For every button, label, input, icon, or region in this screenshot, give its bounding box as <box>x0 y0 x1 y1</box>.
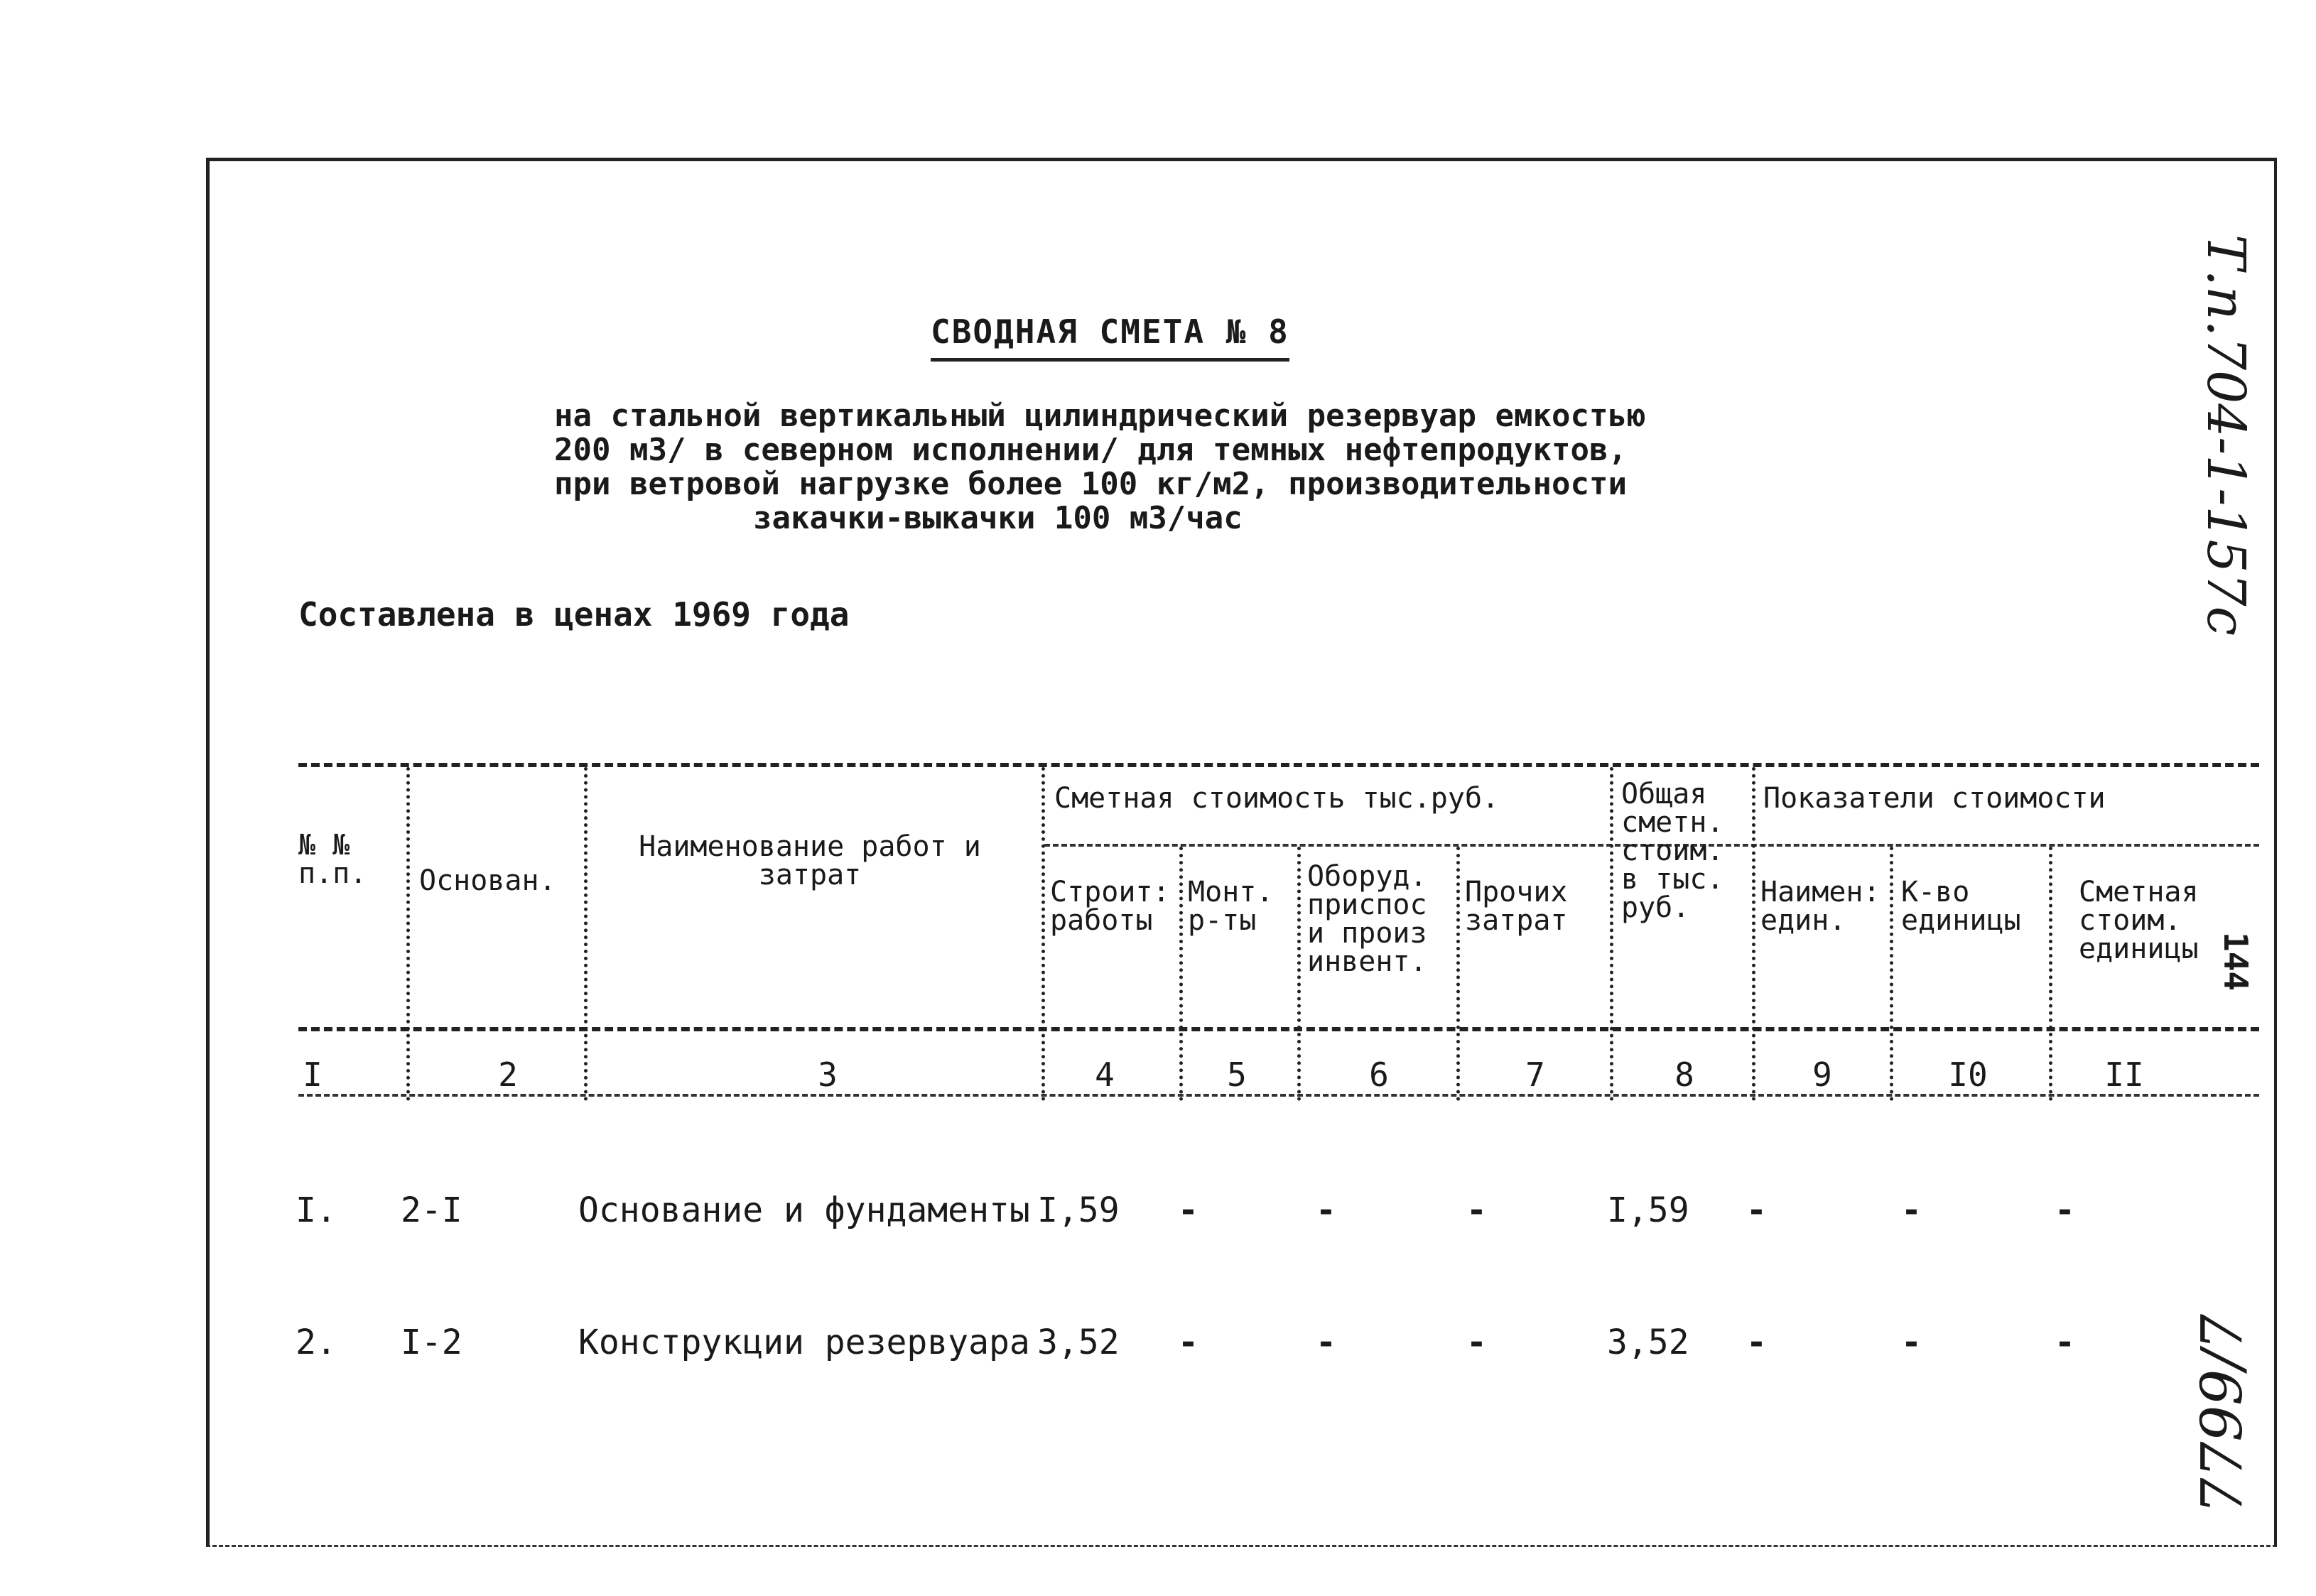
header-construction: Строит: работы <box>1050 876 1170 937</box>
row-unit-name: - <box>1746 1323 1767 1362</box>
subtitle-line-3: при ветровой нагрузке более 100 кг/м2, производительности <box>554 466 1627 502</box>
column-number: 8 <box>1674 1055 1694 1094</box>
row-equipment: - <box>1316 1190 1336 1230</box>
header-unit-cost: Сметная стоим. единицы <box>2079 876 2199 965</box>
row-construction: I,59 <box>1037 1190 1120 1230</box>
col-divider <box>1890 847 1893 1101</box>
document-subtitle <box>554 399 1645 536</box>
column-number: II <box>2104 1055 2144 1094</box>
header-name: Наименование работ и затрат <box>639 830 981 891</box>
column-number: I0 <box>1948 1055 1988 1094</box>
page-number: 144 <box>2217 932 2255 992</box>
subtitle-line-2: 200 м3/ в северном исполнении/ для темных нефтепродуктов, <box>554 432 1627 468</box>
subtitle-line-1: на стальной вертикальный цилиндрический резервуар емкостью <box>554 398 1646 434</box>
row-unit-cost: - <box>2055 1190 2075 1230</box>
col-divider <box>1041 767 1045 1101</box>
col-divider <box>1297 847 1301 1101</box>
row-construction: 3,52 <box>1037 1323 1120 1362</box>
row-equipment: - <box>1316 1323 1336 1362</box>
header-total: Общая сметн. стоим. в тыс. руб. <box>1621 778 1724 924</box>
col-divider <box>1752 767 1755 1101</box>
col-divider <box>1179 847 1183 1101</box>
row-total: I,59 <box>1607 1190 1689 1230</box>
row-name: Основание и фундаменты <box>578 1190 1030 1230</box>
row-basis: I-2 <box>401 1323 462 1362</box>
col-divider <box>1610 767 1613 1101</box>
row-assembly: - <box>1178 1190 1198 1230</box>
column-number: 2 <box>498 1055 518 1094</box>
column-number: I <box>303 1055 323 1094</box>
row-name: Конструкции резервуара <box>578 1323 1030 1362</box>
header-basis: Основан. <box>419 864 556 897</box>
header-num: № № п.п. <box>298 829 367 890</box>
row-unit-qty: - <box>1901 1323 1922 1362</box>
row-total: 3,52 <box>1607 1323 1689 1362</box>
side-code: Т.п.704-1-157с <box>2195 234 2256 636</box>
subtitle-line-4: закачки-выкачки 100 м3/час <box>753 500 1243 536</box>
header-estimate-group: Сметная стоимость тыс.руб. <box>1054 782 1500 815</box>
row-unit-name: - <box>1746 1190 1767 1230</box>
column-number: 4 <box>1095 1055 1115 1094</box>
column-number-rule <box>298 1094 2259 1097</box>
header-assembly: Монт. р-ты <box>1188 876 1274 937</box>
side-number: 7799/7 <box>2189 1314 2255 1514</box>
header-unit-qty: К-во единицы <box>1901 876 2021 937</box>
row-unit-qty: - <box>1901 1190 1922 1230</box>
column-number: 3 <box>818 1055 838 1094</box>
col-divider <box>584 767 588 1101</box>
col-divider <box>406 767 410 1101</box>
document-frame <box>206 158 2277 1547</box>
header-unit-name: Наимен: един. <box>1760 876 1881 937</box>
header-other: Прочих затрат <box>1465 876 1568 937</box>
prices-note: Составлена в ценах 1969 года <box>298 595 850 634</box>
header-bottom-rule <box>298 1027 2259 1031</box>
row-num: I. <box>296 1190 337 1230</box>
column-number: 5 <box>1227 1055 1247 1094</box>
table-top-rule <box>298 763 2259 767</box>
row-other: - <box>1466 1323 1487 1362</box>
col-divider <box>1456 847 1460 1101</box>
row-num: 2. <box>296 1323 337 1362</box>
col-divider <box>2049 847 2052 1101</box>
row-unit-cost: - <box>2055 1323 2075 1362</box>
column-number: 6 <box>1369 1055 1389 1094</box>
header-equipment: Оборуд. приспос и произ инвент. <box>1307 860 1427 978</box>
column-number: 9 <box>1812 1055 1832 1094</box>
header-indicators-group: Показатели стоимости <box>1763 782 2106 815</box>
row-basis: 2-I <box>401 1190 462 1230</box>
column-number: 7 <box>1525 1055 1545 1094</box>
row-assembly: - <box>1178 1323 1198 1362</box>
row-other: - <box>1466 1190 1487 1230</box>
document-title: СВОДНАЯ СМЕТА № 8 <box>931 313 1289 362</box>
